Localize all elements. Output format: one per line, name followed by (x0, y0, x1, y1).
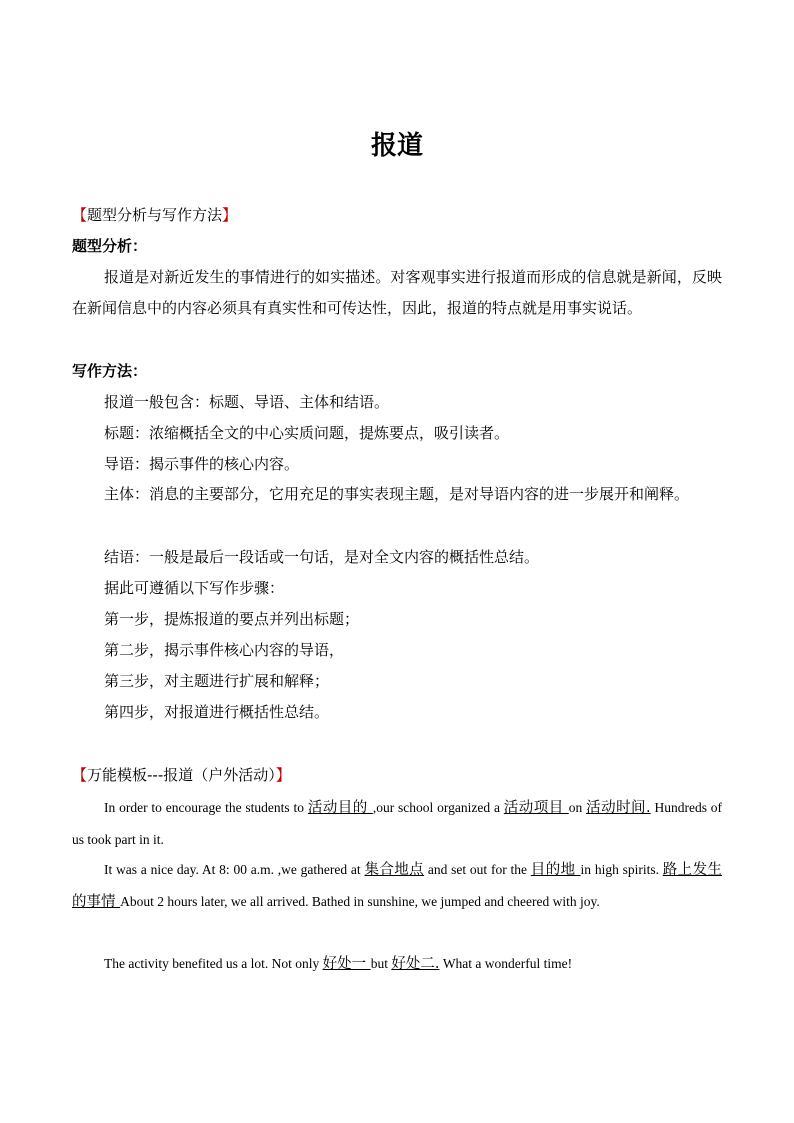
placeholder-benefit-2: 好处二. (391, 956, 440, 972)
text-run: About 2 hours later, we all arrived. Bathed in sunshine, we jumped and cheered with joy. (120, 894, 600, 909)
right-bracket: 】 (275, 766, 291, 784)
template-paragraph-3 (72, 948, 722, 980)
section-heading-text: 题型分析与写作方法 (87, 206, 223, 224)
method-line: 标题：浓缩概括全文的中心实质问题，提炼要点，吸引读者。 (104, 424, 510, 442)
text-run: The activity benefited us a lot. Not only (104, 956, 323, 971)
method-line: 导语：揭示事件的核心内容。 (104, 455, 300, 473)
text-run: in high spirits. (580, 862, 663, 877)
method-label: 写作方法： (72, 362, 148, 380)
method-line: 报道一般包含：标题、导语、主体和结语。 (104, 393, 390, 411)
section-heading-template (72, 764, 291, 786)
template-paragraph-1 (72, 792, 722, 855)
text-run: but (370, 956, 392, 971)
template-paragraph-2 (72, 854, 722, 918)
placeholder-meeting-place: 集合地点 (364, 862, 425, 878)
text-run: In order to encourage the students to (104, 800, 308, 815)
right-bracket: 】 (222, 206, 238, 224)
step-line: 第四步，对报道进行概括性总结。 (104, 703, 330, 721)
analysis-paragraph: 报道是对新近发生的事情进行的如实描述。对客观事实进行报道而形成的信息就是新闻，反映在新闻信息中的内容必须具有真实性和可传达性，因此，报道的特点就是用事实说话。 (72, 268, 722, 317)
text-run: on (568, 800, 587, 815)
page-title: 报道 (370, 131, 423, 161)
section-heading-analysis (72, 204, 237, 226)
placeholder-time: 活动时间. (586, 800, 651, 816)
placeholder-benefit-1: 好处一 (322, 956, 371, 972)
text-run: Hundreds of us took part in it. (72, 800, 723, 847)
text-run: What a wonderful time! (439, 956, 573, 971)
text-run: It was a nice day. At 8: 00 a.m. ,we gathered at (104, 862, 365, 877)
placeholder-activity: 活动项目 (503, 800, 569, 816)
placeholder-events: 路上发生的事情 (72, 862, 722, 910)
text-run: ,our school organized a (372, 800, 504, 815)
section-heading-text: 万能模板---报道（户外活动） (87, 766, 276, 784)
method-line: 据此可遵循以下写作步骤： (104, 579, 285, 597)
left-bracket: 【 (72, 206, 88, 224)
step-line: 第二步，揭示事件核心内容的导语， (104, 641, 345, 659)
analysis-label: 题型分析： (72, 237, 148, 255)
step-line: 第一步，提炼报道的要点并列出标题； (104, 610, 360, 628)
method-line: 结语：一般是最后一段话或一句话，是对全文内容的概括性总结。 (104, 548, 540, 566)
placeholder-destination: 目的地 (530, 862, 581, 878)
placeholder-purpose: 活动目的 (307, 800, 373, 816)
left-bracket: 【 (72, 766, 88, 784)
step-line: 第三步，对主题进行扩展和解释； (104, 672, 330, 690)
body-paragraph: 主体：消息的主要部分，它用充足的事实表现主题，是对导语内容的进一步展开和阐释。 (104, 485, 690, 503)
text-run: and set out for the (424, 862, 531, 877)
